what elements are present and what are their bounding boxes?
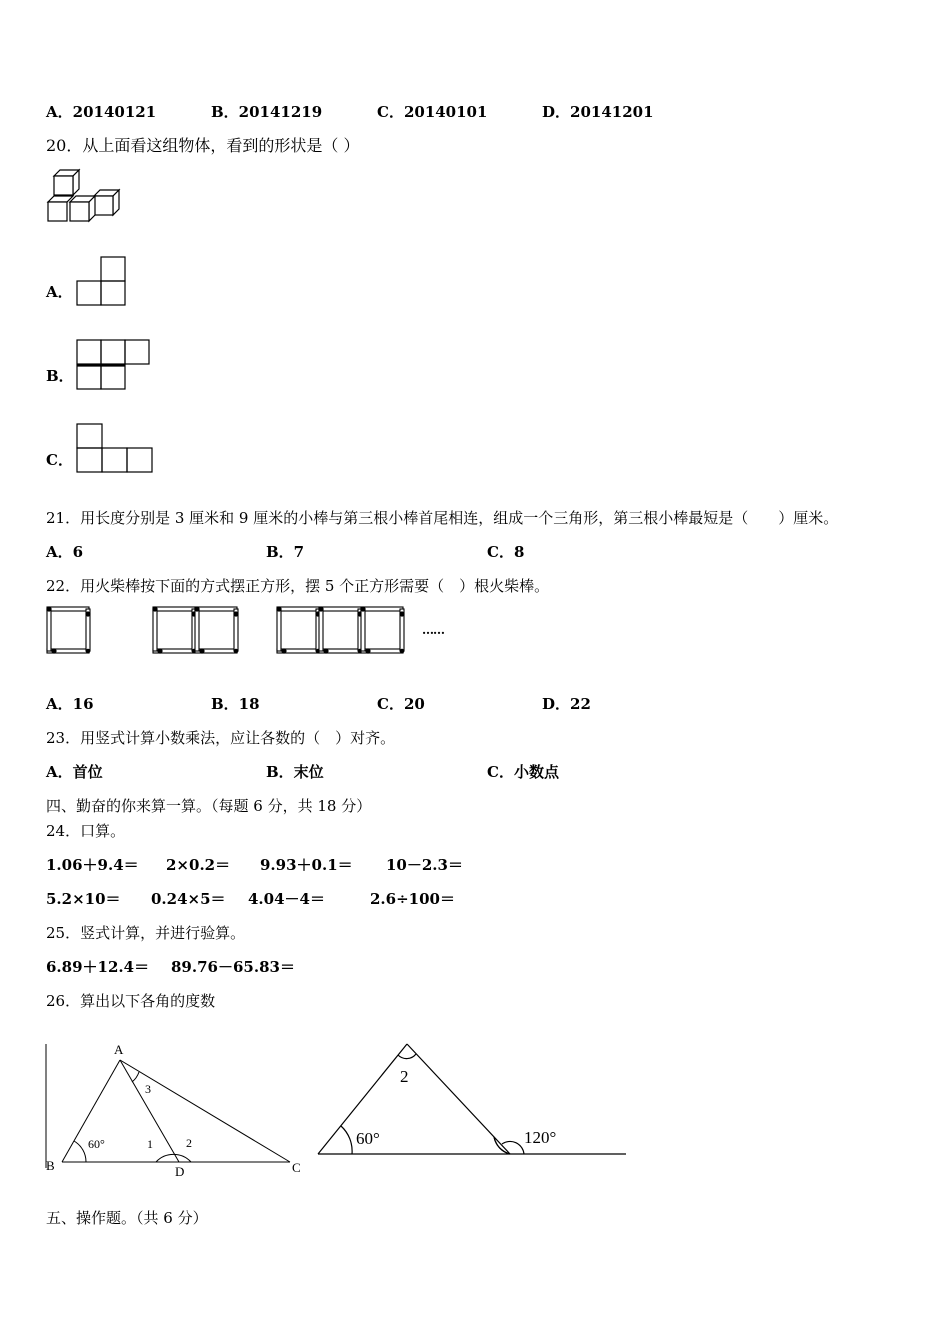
q21-option-c[interactable]: C．8 — [487, 543, 525, 561]
q20-stem: 20．从上面看这组物体，看到的形状是（ ） — [46, 136, 360, 155]
q23-option-a[interactable]: A．首位 — [46, 763, 103, 781]
q24-item: 0.24×5＝ — [151, 890, 226, 908]
q25-stem: 25．竖式计算，并进行验算。 — [46, 924, 246, 942]
q26-figure-1 — [44, 1040, 314, 1180]
q21-stem: 21．用长度分别是 3 厘米和 9 厘米的小棒与第三根小棒首尾相连，组成一个三角形，第三根小棒最短是（ ）厘米。 — [46, 509, 839, 527]
section4-title: 四、勤奋的你来算一算。（每题 6 分，共 18 分） — [46, 797, 372, 815]
q26-figure-2 — [314, 1030, 630, 1162]
q25-item: 6.89＋12.4＝ — [46, 958, 150, 976]
q26-stem: 26．算出以下各角的度数 — [46, 992, 216, 1010]
fig2-angle-60: 60° — [356, 1129, 380, 1148]
q23-option-c[interactable]: C．小数点 — [487, 763, 559, 781]
q20-option-c-figure — [76, 423, 154, 475]
section5-title: 五、操作题。（共 6 分） — [46, 1209, 208, 1227]
q20-option-b[interactable]: B． — [46, 367, 74, 385]
q24-item: 1.06＋9.4＝ — [46, 856, 139, 874]
q20-cube-figure — [46, 170, 122, 224]
q24-item: 10－2.3＝ — [386, 856, 463, 874]
q25-item: 89.76－65.83＝ — [171, 958, 295, 976]
fig1-angle-1: 1 — [147, 1137, 153, 1151]
q20-option-c[interactable]: C． — [46, 451, 73, 469]
q24-item: 2×0.2＝ — [166, 856, 231, 874]
q20-option-a-figure — [76, 256, 128, 308]
q24-item: 2.6÷100＝ — [370, 890, 455, 908]
q21-option-a[interactable]: A．6 — [46, 543, 84, 561]
q24-item: 4.04－4＝ — [248, 890, 325, 908]
q24-item: 5.2×10＝ — [46, 890, 121, 908]
fig1-label-a: A — [114, 1042, 124, 1057]
q20-option-a[interactable]: A． — [46, 283, 73, 301]
q23-option-b[interactable]: B．末位 — [266, 763, 324, 781]
q23-stem: 23．用竖式计算小数乘法，应让各数的（ ）对齐。 — [46, 729, 396, 747]
q22-option-a[interactable]: A．16 — [46, 695, 94, 713]
q24-stem: 24．口算。 — [46, 822, 126, 840]
q19-option-d[interactable]: D．20141201 — [542, 103, 654, 121]
q24-item: 9.93＋0.1＝ — [260, 856, 353, 874]
fig1-angle-3: 3 — [145, 1082, 151, 1096]
q21-option-b[interactable]: B．7 — [266, 543, 305, 561]
fig1-label-b: B — [46, 1158, 55, 1173]
q19-option-c[interactable]: C．20140101 — [377, 103, 488, 121]
q22-matchstick-figure — [44, 604, 464, 664]
q19-option-b[interactable]: B．20141219 — [211, 103, 323, 121]
q22-option-c[interactable]: C．20 — [377, 695, 425, 713]
fig1-angle-b: 60° — [88, 1137, 105, 1151]
q22-option-d[interactable]: D．22 — [542, 695, 591, 713]
fig1-label-c: C — [292, 1160, 301, 1175]
q20-option-b-figure — [76, 339, 152, 391]
q22-option-b[interactable]: B．18 — [211, 695, 260, 713]
q22-stem: 22．用火柴棒按下面的方式摆正方形，摆 5 个正方形需要（ ）根火柴棒。 — [46, 577, 550, 595]
fig1-label-d: D — [175, 1164, 185, 1179]
fig1-angle-2: 2 — [186, 1136, 192, 1150]
fig2-angle-2: 2 — [400, 1067, 409, 1086]
fig2-angle-120: 120° — [524, 1128, 557, 1147]
q22-ellipsis: …… — [422, 623, 444, 637]
q19-option-a[interactable]: A．20140121 — [46, 103, 157, 121]
